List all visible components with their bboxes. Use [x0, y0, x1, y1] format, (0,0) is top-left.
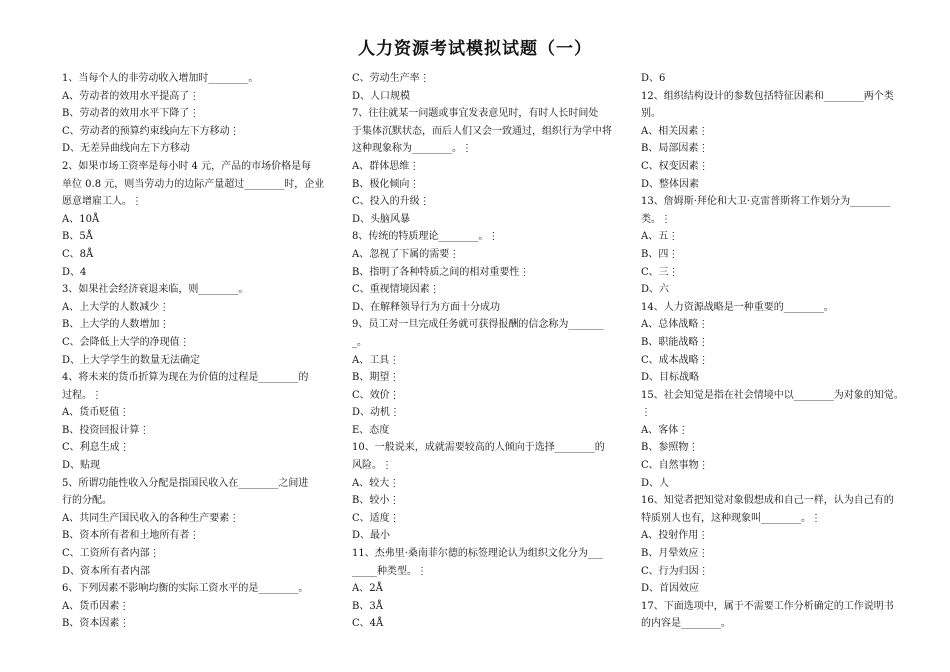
text-line: B、5Å	[62, 231, 93, 243]
text-line: 2、如果市场工资率是每小时 4 元，产品的市场价格是每	[62, 160, 312, 172]
text-line: B、极化倾向⋮	[352, 178, 420, 190]
text-line: C、劳动者的预算约束线向左下方移动⋮	[62, 125, 240, 137]
text-line: B、资本因素⋮	[62, 618, 130, 630]
text-line: C、效价⋮	[352, 389, 400, 401]
text-line: A、货币贬值⋮	[62, 407, 130, 419]
text-line: 15、社会知觉是指在社会情境中以________为对象的知觉。	[641, 389, 904, 401]
text-line: 于集体沉默状态，而后人们又会一致通过，组织行为学中将	[352, 125, 612, 137]
text-line: C、利息生成⋮	[62, 442, 130, 454]
text-line: D、人	[641, 477, 670, 489]
text-line: 10、一般说来，成就需要较高的人倾向于选择________的	[352, 442, 605, 454]
column-3	[641, 70, 909, 633]
text-line: A、货币因素⋮	[62, 600, 130, 612]
text-line: D、贴现	[62, 460, 101, 472]
text-line: A、10Å	[62, 213, 100, 225]
text-line: _____种类型。⋮	[352, 565, 427, 577]
text-line: A、忽视了下属的需要⋮	[352, 248, 460, 260]
text-line: B、四⋮	[641, 248, 679, 260]
text-line: A、2Å	[352, 583, 383, 595]
text-line: B、劳动者的效用水平下降了⋮	[62, 108, 200, 120]
text-line: C、成本战略⋮	[641, 354, 709, 366]
text-line: B、3Å	[352, 600, 383, 612]
text-line: 13、詹姆斯·拜伦和大卫·克雷普斯将工作划分为________	[641, 196, 891, 208]
text-line: D、在解释领导行为方面十分成功	[352, 301, 501, 313]
text-line: A、群体思维⋮	[352, 160, 420, 172]
text-line: A、劳动者的效用水平提高了⋮	[62, 90, 200, 102]
text-line: 16、知觉者把知觉对象假想成和自己一样，认为自己有的	[641, 495, 894, 507]
text-line: B、资本所有者和土地所有者⋮	[62, 530, 200, 542]
text-line: 单位 0.8 元，则当劳动力的边际产量超过________时，企业	[62, 178, 325, 190]
text-line: D、人口规模	[352, 90, 411, 102]
text-line: 11、杰弗里·桑南菲尔德的标签理论认为组织文化分为___	[352, 548, 603, 560]
text-line: D、上大学学生的数量无法确定	[62, 354, 201, 366]
text-line: D、目标战略	[641, 372, 700, 384]
text-line: C、会降低上大学的净现值⋮	[62, 336, 190, 348]
text-line: B、期望⋮	[352, 372, 400, 384]
text-line: C、工资所有者内部⋮	[62, 548, 160, 560]
text-line: B、投资回报计算⋮	[62, 424, 150, 436]
text-line: 风险。⋮	[352, 460, 392, 472]
text-line: 类。⋮	[641, 213, 671, 225]
text-line: C、行为归因⋮	[641, 565, 709, 577]
text-line: 7、往往就某一问题或事宜发表意见时，有时人长时间处	[352, 108, 599, 120]
text-line: C、三⋮	[641, 266, 679, 278]
text-line: 12、组织结构设计的参数包括特征因素和________两个类	[641, 90, 894, 102]
text-line: 行的分配。	[62, 495, 112, 507]
text-line: C、4Å	[352, 618, 384, 630]
text-line: 别。	[641, 108, 661, 120]
text-line: B、局部因素⋮	[641, 143, 709, 155]
text-line: B、指明了各种特质之间的相对重要性⋮	[352, 266, 530, 278]
text-line: D、最小	[352, 530, 391, 542]
text-line: A、总体战略⋮	[641, 319, 709, 331]
text-line: E、态度	[352, 424, 390, 436]
text-line: 17、下面选项中，属于不需要工作分析确定的工作说明书	[641, 600, 894, 612]
text-line: A、上大学的人数减少⋮	[62, 301, 170, 313]
text-line: D、无差异曲线向左下方移动	[62, 143, 191, 155]
text-line: 8、传统的特质理论________。⋮	[352, 231, 499, 243]
text-line: 特质别人也有，这种现象叫________。⋮	[641, 512, 821, 524]
text-line: B、月晕效应⋮	[641, 548, 709, 560]
text-line: D、4	[62, 266, 87, 278]
text-line: A、共同生产国民收入的各种生产要素⋮	[62, 512, 240, 524]
text-line: A、五⋮	[641, 231, 679, 243]
text-line: C、劳动生产率⋮	[352, 73, 430, 84]
column-2	[352, 70, 620, 633]
text-line: 这种现象称为________。⋮	[352, 143, 472, 155]
text-line: C、权变因素⋮	[641, 160, 709, 172]
text-line: _。	[352, 336, 367, 348]
text-line: D、动机⋮	[352, 407, 401, 419]
text-line: 6、下列因素不影响均衡的实际工资水平的是________。	[62, 583, 309, 595]
text-line: ⋮	[641, 407, 651, 419]
text-line: C、自然事物⋮	[641, 460, 709, 472]
text-line: B、上大学的人数增加⋮	[62, 319, 170, 331]
text-line: B、职能战略⋮	[641, 336, 709, 348]
text-line: C、投入的升级⋮	[352, 196, 430, 208]
text-line: D、整体因素	[641, 178, 700, 190]
text-line: D、资本所有者内部	[62, 565, 151, 577]
text-line: 3、如果社会经济衰退来临，则________。	[62, 284, 249, 296]
text-line: A、较大⋮	[352, 477, 400, 489]
text-line: 14、人力资源战略是一种重要的________。	[641, 301, 834, 313]
text-line: C、重视情境因素⋮	[352, 284, 440, 296]
text-line: 4、将未来的货币折算为现在为价值的过程是________的	[62, 372, 309, 384]
text-line: 9、员工对一旦完成任务就可获得报酬的信念称为_______	[352, 319, 604, 331]
text-line: A、相关因素⋮	[641, 125, 709, 137]
text-line: 1、当每个人的非劳动收入增加时________。	[62, 73, 259, 84]
text-line: B、较小⋮	[352, 495, 400, 507]
text-line: C、适度⋮	[352, 512, 400, 524]
text-line: A、投射作用⋮	[641, 530, 709, 542]
document-title: 人力资源考试模拟试题（一）	[358, 39, 592, 59]
text-line: B、参照物⋮	[641, 442, 699, 454]
text-line: A、工具⋮	[352, 354, 400, 366]
text-line: D、六	[641, 284, 670, 296]
text-line: 愿意增雇工人。⋮	[62, 196, 142, 208]
text-line: 过程。⋮	[62, 389, 102, 401]
text-line: 5、所谓功能性收入分配是指国民收入在________之间进	[62, 477, 309, 489]
text-line: D、首因效应	[641, 583, 700, 595]
text-line: C、8Å	[62, 248, 94, 260]
column-1	[62, 70, 330, 633]
text-line: D、6	[641, 73, 666, 84]
text-line: 的内容是________。	[641, 618, 731, 630]
text-line: D、头脑风暴	[352, 213, 411, 225]
text-line: A、客体⋮	[641, 424, 689, 436]
